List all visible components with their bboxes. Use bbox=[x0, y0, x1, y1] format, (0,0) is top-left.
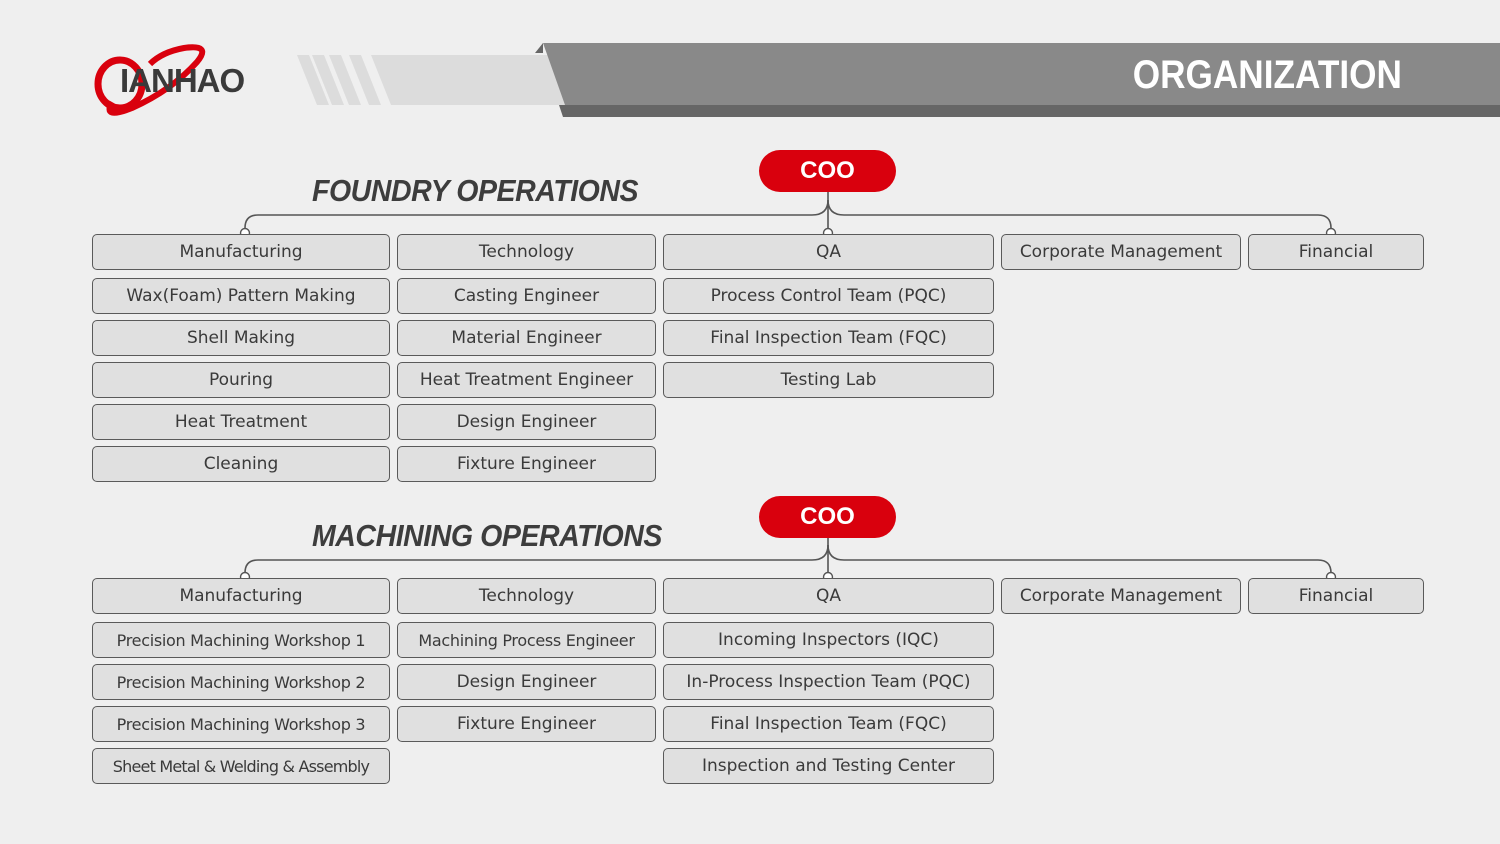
coo-node-foundry[interactable]: COO bbox=[759, 150, 896, 192]
section-title-foundry: FOUNDRY OPERATIONS bbox=[312, 173, 639, 208]
foundry-item[interactable]: Casting Engineer bbox=[397, 278, 656, 314]
machining-item[interactable]: Incoming Inspectors (IQC) bbox=[663, 622, 994, 658]
logo-text: IANHAO bbox=[120, 62, 245, 99]
foundry-head-corporate-management[interactable]: Corporate Management bbox=[1001, 234, 1241, 270]
machining-item[interactable]: Precision Machining Workshop 1 bbox=[92, 622, 390, 658]
foundry-head-financial[interactable]: Financial bbox=[1248, 234, 1424, 270]
machining-head-financial[interactable]: Financial bbox=[1248, 578, 1424, 614]
foundry-head-technology[interactable]: Technology bbox=[397, 234, 656, 270]
foundry-item[interactable]: Heat Treatment Engineer bbox=[397, 362, 656, 398]
foundry-item[interactable]: Material Engineer bbox=[397, 320, 656, 356]
machining-item[interactable]: Sheet Metal & Welding & Assembly bbox=[92, 748, 390, 784]
foundry-item[interactable]: Process Control Team (PQC) bbox=[663, 278, 994, 314]
machining-item[interactable]: In-Process Inspection Team (PQC) bbox=[663, 664, 994, 700]
machining-head-qa[interactable]: QA bbox=[663, 578, 994, 614]
machining-item[interactable]: Precision Machining Workshop 3 bbox=[92, 706, 390, 742]
foundry-head-qa[interactable]: QA bbox=[663, 234, 994, 270]
foundry-item[interactable]: Pouring bbox=[92, 362, 390, 398]
machining-head-corporate-management[interactable]: Corporate Management bbox=[1001, 578, 1241, 614]
foundry-item[interactable]: Cleaning bbox=[92, 446, 390, 482]
foundry-item[interactable]: Fixture Engineer bbox=[397, 446, 656, 482]
machining-head-technology[interactable]: Technology bbox=[397, 578, 656, 614]
section-title-machining: MACHINING OPERATIONS bbox=[312, 518, 662, 553]
page-title: ORGANIZATION bbox=[1132, 53, 1402, 97]
machining-item[interactable]: Machining Process Engineer bbox=[397, 622, 656, 658]
foundry-item[interactable]: Heat Treatment bbox=[92, 404, 390, 440]
foundry-item[interactable]: Shell Making bbox=[92, 320, 390, 356]
machining-item[interactable]: Inspection and Testing Center bbox=[663, 748, 994, 784]
foundry-item[interactable]: Testing Lab bbox=[663, 362, 994, 398]
machining-item[interactable]: Precision Machining Workshop 2 bbox=[92, 664, 390, 700]
machining-head-manufacturing[interactable]: Manufacturing bbox=[92, 578, 390, 614]
foundry-item[interactable]: Wax(Foam) Pattern Making bbox=[92, 278, 390, 314]
foundry-item[interactable]: Design Engineer bbox=[397, 404, 656, 440]
machining-item[interactable]: Final Inspection Team (FQC) bbox=[663, 706, 994, 742]
foundry-item[interactable]: Final Inspection Team (FQC) bbox=[663, 320, 994, 356]
coo-node-machining[interactable]: COO bbox=[759, 496, 896, 538]
machining-item[interactable]: Design Engineer bbox=[397, 664, 656, 700]
foundry-head-manufacturing[interactable]: Manufacturing bbox=[92, 234, 390, 270]
machining-item[interactable]: Fixture Engineer bbox=[397, 706, 656, 742]
